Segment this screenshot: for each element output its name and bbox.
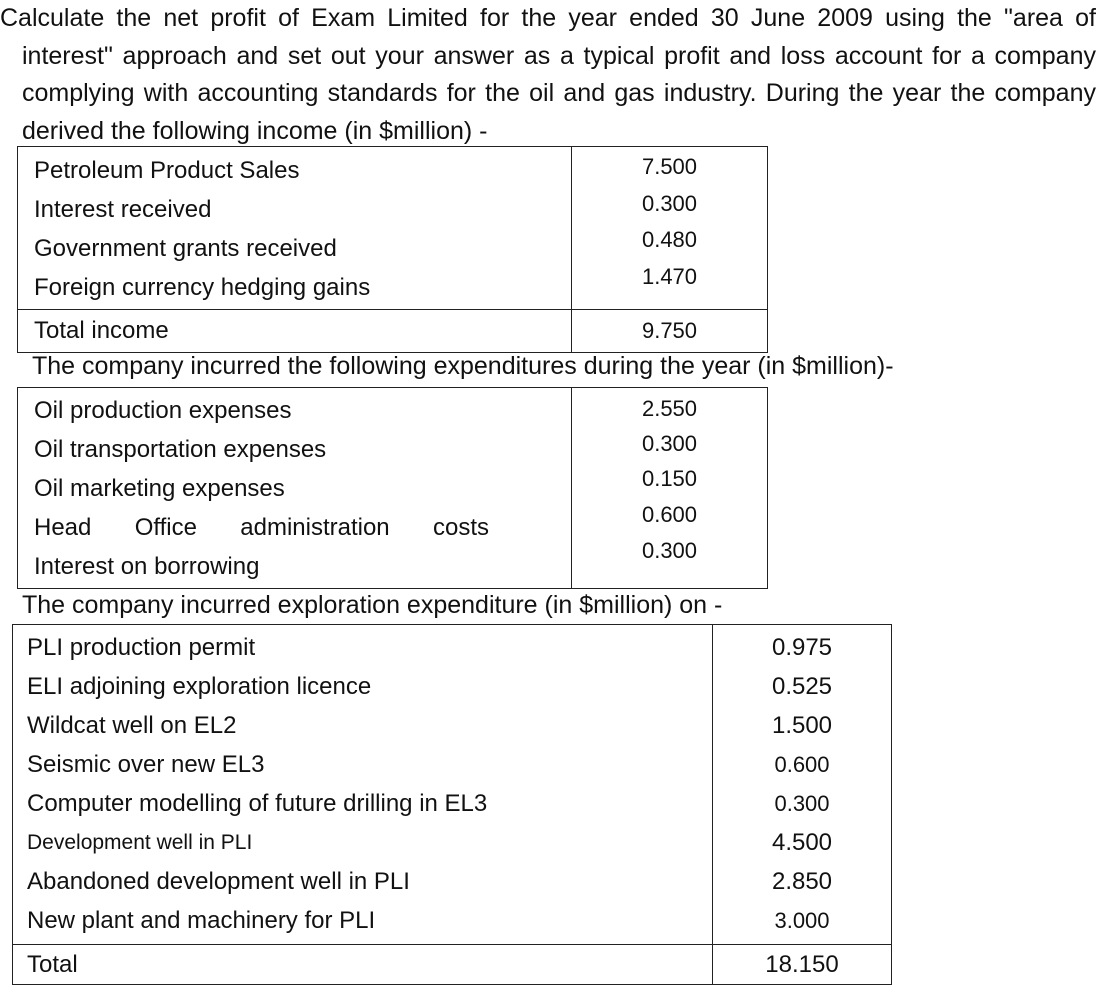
expenditure-label: Oil production expenses [34,397,292,424]
expenditure-value: 0.300 [641,538,698,563]
income-label: Foreign currency hedging gains [34,274,371,301]
income-value: 0.300 [641,190,698,216]
exploration-items-row [13,625,892,945]
expenditure-label: Oil marketing expenses [34,475,285,502]
expenditure-table [17,387,768,589]
income-total-value: 9.750 [572,310,768,353]
exploration-labels [13,625,713,945]
income-label: Interest received [34,196,212,223]
exploration-label: Abandoned development well in PLI [27,868,410,895]
exploration-label: Wildcat well on EL2 [27,712,237,739]
label-word: administration [240,514,390,541]
expenditure-value: 0.150 [641,466,698,491]
exploration-label: PLI production permit [27,634,256,661]
exploration-total-row [13,945,892,985]
income-label: Government grants received [34,235,337,262]
question-text [0,0,1096,150]
income-items-row [18,147,768,310]
question-paragraph: Calculate the net profit of Exam Limited for the year ended 30 June 2009 using the "area of interest" approach and set out your answer as a typical profit and loss account for a company complying with accounting standards for the oil and gas industry. During the year the company derived the following income (in $million) - [0,4,1096,145]
expenditure-heading: The company incurred the following expenditures during the year (in $million)- [32,352,894,380]
label-word: Office [134,514,197,541]
income-value: 0.480 [641,227,698,252]
exploration-value: 0.975 [771,634,833,661]
income-value: 7.500 [641,154,698,179]
expenditure-label-head-office [34,508,571,547]
exploration-label: ELI adjoining exploration licence [27,673,372,700]
income-values [572,147,768,310]
expenditure-value: 2.550 [641,396,698,421]
exploration-value: 0.600 [774,752,830,777]
exploration-total-label: Total [13,945,713,985]
exploration-values [713,625,892,945]
exploration-label: New plant and machinery for PLI [27,907,376,934]
exploration-total-value: 18.150 [713,945,892,985]
expenditure-labels [18,388,572,589]
income-label: Petroleum Product Sales [34,157,300,184]
expenditure-value: 0.300 [641,431,698,456]
exploration-label: Computer modelling of future drilling in EL3 [27,790,488,817]
income-total-row [18,310,768,353]
income-value: 1.470 [641,263,698,289]
expenditure-value: 0.600 [641,502,698,527]
exploration-value: 2.850 [771,868,833,895]
exploration-value: 3.000 [774,908,830,933]
label-word: costs [432,514,489,541]
expenditure-items-row [18,388,768,589]
expenditure-label: Oil transportation expenses [34,436,327,463]
exploration-table [12,624,892,985]
exploration-value: 0.300 [774,791,830,816]
exploration-heading: The company incurred exploration expenditure (in $million) on - [22,591,723,619]
label-word: Head [34,514,92,541]
income-total-label: Total income [18,310,572,353]
income-table [17,146,768,353]
exploration-value: 1.500 [771,712,833,739]
exploration-value: 4.500 [771,829,833,856]
exploration-label: Development well in PLI [27,831,253,854]
exploration-label: Seismic over new EL3 [27,751,265,778]
income-labels [18,147,572,310]
expenditure-label: Interest on borrowing [34,553,260,580]
expenditure-values [572,388,768,589]
exploration-value: 0.525 [771,673,833,700]
